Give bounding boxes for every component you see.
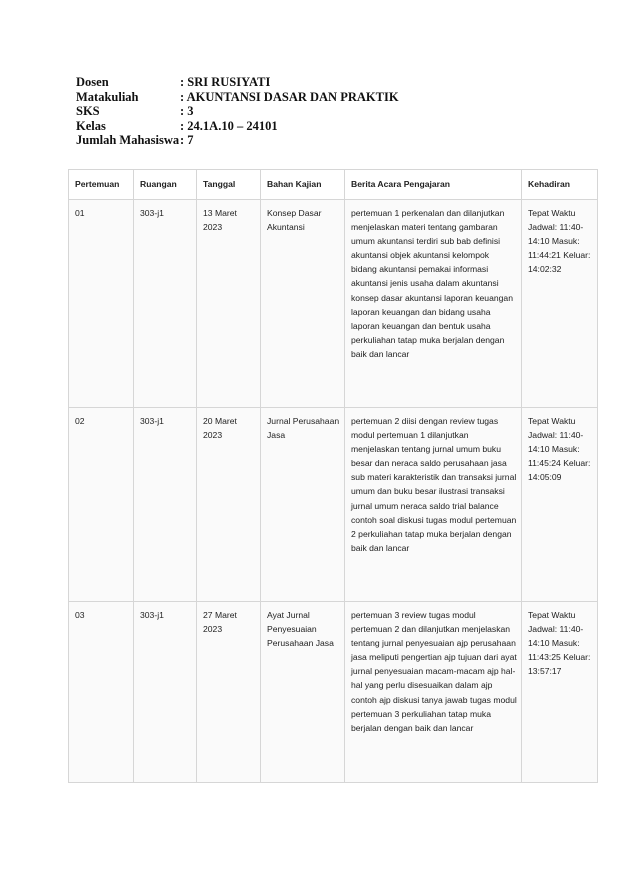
column-header-berita-acara: Berita Acara Pengajaran: [345, 170, 522, 200]
attendance-table: [68, 169, 598, 783]
cell-kehadiran: Tepat Waktu Jadwal: 11:40-14:10 Masuk: 11:43:25 Keluar: 13:57:17: [522, 602, 598, 783]
header-row-kelas: [76, 119, 399, 134]
header-value: : AKUNTANSI DASAR DAN PRAKTIK: [180, 89, 399, 104]
course-header: [76, 75, 399, 148]
cell-ruangan: 303-j1: [134, 408, 197, 602]
cell-tanggal: 13 Maret 2023: [197, 200, 261, 408]
cell-pertemuan: 02: [69, 408, 134, 602]
column-header-bahan-kajian: Bahan Kajian: [261, 170, 345, 200]
header-label: Dosen: [76, 75, 109, 89]
cell-bahan-kajian: Konsep Dasar Akuntansi: [261, 200, 345, 408]
header-row-matakuliah: [76, 90, 399, 105]
cell-pertemuan: 01: [69, 200, 134, 408]
column-header-pertemuan: Pertemuan: [69, 170, 134, 200]
table-row: [69, 602, 598, 783]
cell-tanggal: 27 Maret 2023: [197, 602, 261, 783]
cell-berita-acara: pertemuan 3 review tugas modul pertemuan 2 dan dilanjutkan menjelaskan tentang jurnal penyesuaian ajp perusahaan jasa meliputi pengertian ajp tujuan dari ayat jurnal penyesuaian macam-macam ajp hal-hal yang perlu disesuaikan dalam ajp contoh ajp diskusi tanya jawab tugas modul pertemuan 3 perkuliahan tatap muka berjalan dengan baik dan lancar: [345, 602, 522, 783]
cell-pertemuan: 03: [69, 602, 134, 783]
table-row: [69, 408, 598, 602]
cell-berita-acara: pertemuan 2 diisi dengan review tugas modul pertemuan 1 dilanjutkan menjelaskan tentang jurnal umum buku besar dan neraca saldo perusahaan jasa sub materi karakteristik dan transaksi jurnal umum dan buku besar ilustrasi transaksi jurnal umum neraca saldo trial balance contoh soal diskusi tugas modul pertemuan 2 perkuliahan tatap muka berjalan dengan baik dan lancar: [345, 408, 522, 602]
header-value: : 24.1A.10 – 24101: [180, 118, 278, 133]
header-value: : 7: [180, 133, 194, 148]
cell-bahan-kajian: Ayat Jurnal Penyesuaian Perusahaan Jasa: [261, 602, 345, 783]
header-value: : 3: [180, 104, 194, 119]
column-header-ruangan: Ruangan: [134, 170, 197, 200]
column-header-tanggal: Tanggal: [197, 170, 261, 200]
header-label: Kelas: [76, 118, 106, 133]
cell-kehadiran: Tepat Waktu Jadwal: 11:40-14:10 Masuk: 11:44:21 Keluar: 14:02:32: [522, 200, 598, 408]
table-row: [69, 200, 598, 408]
header-label: Matakuliah: [76, 89, 139, 104]
cell-berita-acara: pertemuan 1 perkenalan dan dilanjutkan menjelaskan materi tentang gambaran umum akuntansi terdiri sub bab definisi akuntansi objek akuntansi kelompok bidang akuntansi pemakai informasi akuntansi jenis usaha dalam akuntansi konsep dasar akuntansi laporan keuangan laporan keuangan dan bidang usaha laporan keuangan dan bentuk usaha perkuliahan tatap muka berjalan dengan baik dan lancar: [345, 200, 522, 408]
cell-ruangan: 303-j1: [134, 200, 197, 408]
cell-tanggal: 20 Maret 2023: [197, 408, 261, 602]
cell-bahan-kajian: Jurnal Perusahaan Jasa: [261, 408, 345, 602]
header-value: : SRI RUSIYATI: [180, 75, 271, 89]
column-header-kehadiran: Kehadiran: [522, 170, 598, 200]
header-label: SKS: [76, 104, 100, 119]
header-row-dosen: [76, 75, 399, 90]
header-label: Jumlah Mahasiswa: [76, 133, 180, 148]
header-row-sks: [76, 104, 399, 119]
cell-ruangan: 303-j1: [134, 602, 197, 783]
cell-kehadiran: Tepat Waktu Jadwal: 11:40-14:10 Masuk: 11:45:24 Keluar: 14:05:09: [522, 408, 598, 602]
table-header-row: [69, 170, 598, 200]
header-row-jumlah-mahasiswa: [76, 133, 399, 148]
